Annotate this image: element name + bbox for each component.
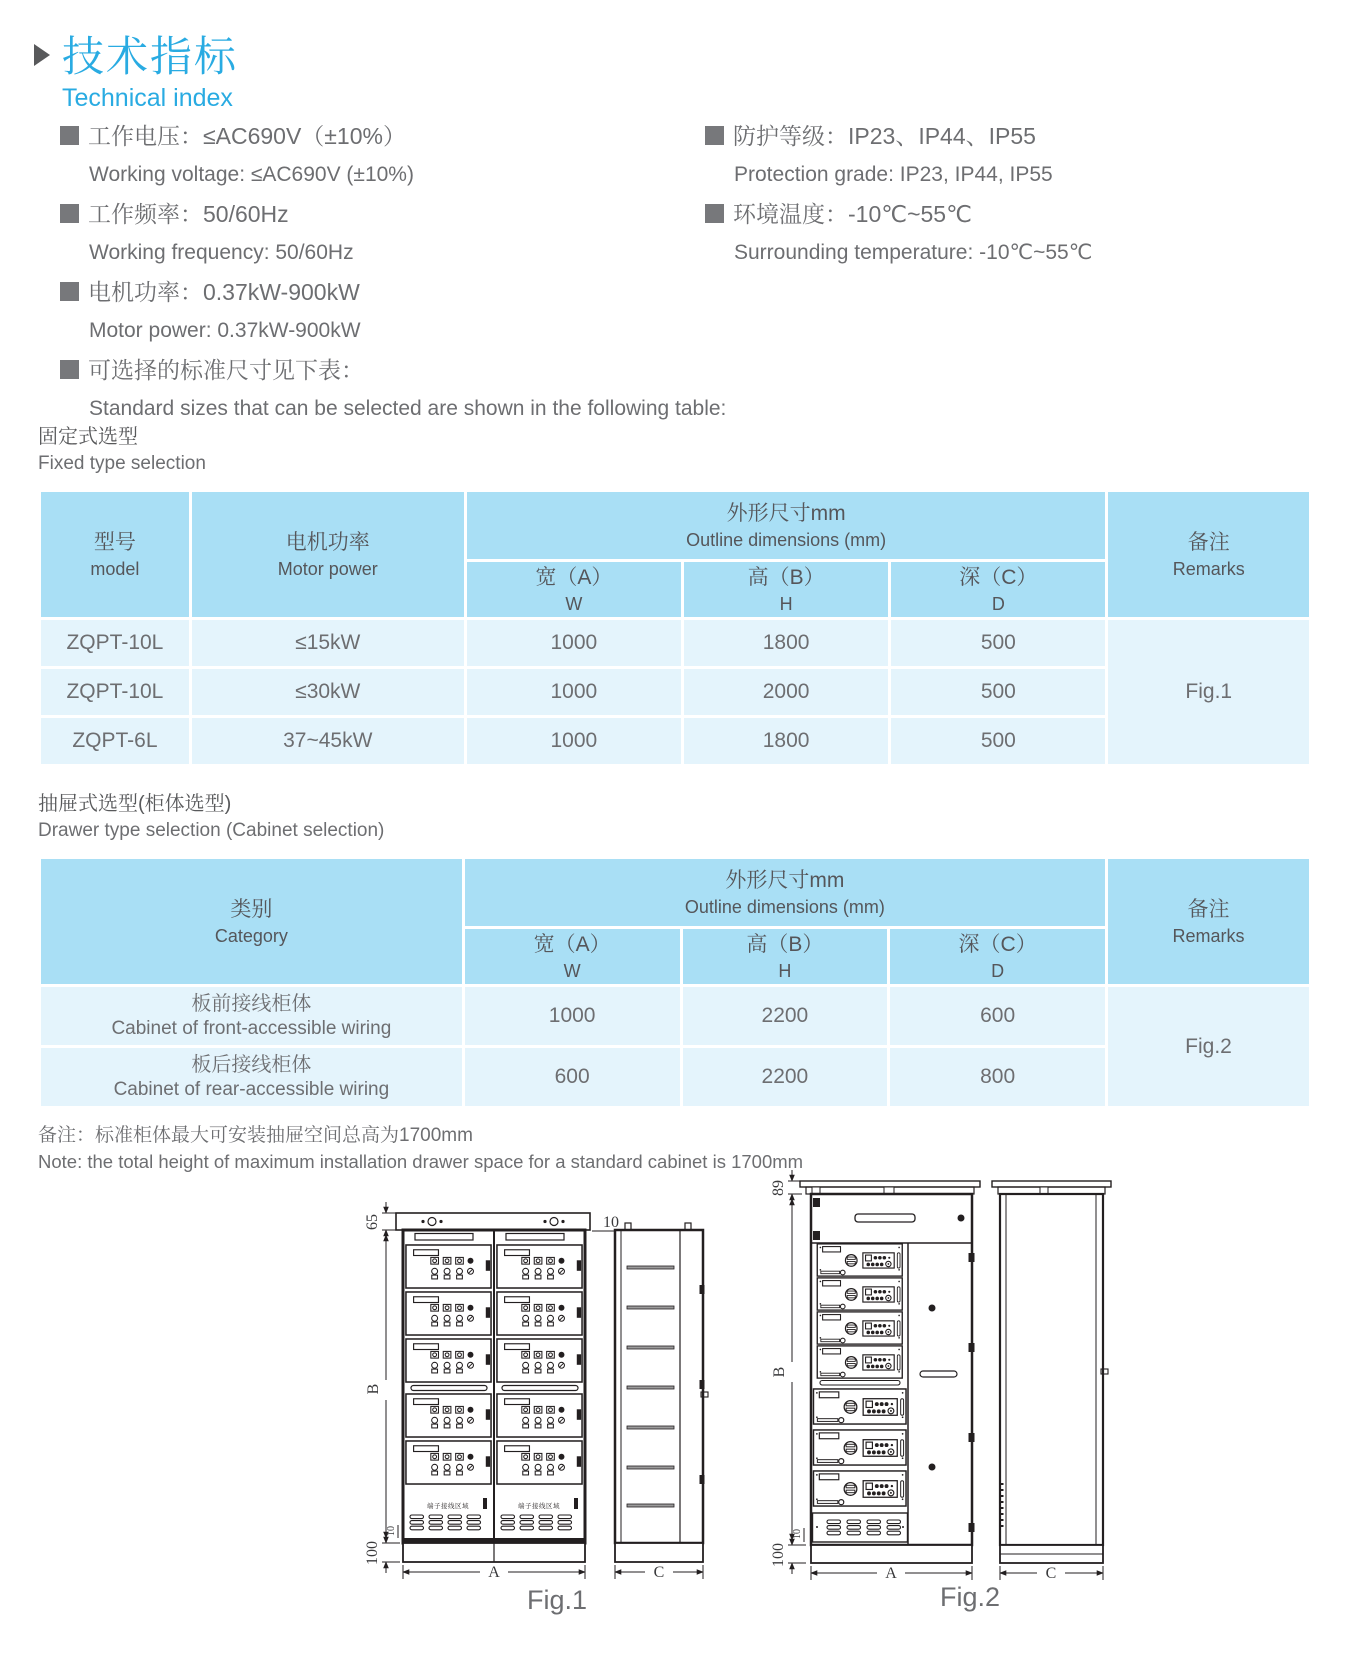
fig1-drawing <box>340 1140 710 1620</box>
cell-h: 1800 <box>684 620 888 666</box>
spec-en-text: Surrounding temperature: -10℃~55℃ <box>734 241 1093 264</box>
cell-w: 1000 <box>467 620 681 666</box>
cell-d: 500 <box>891 718 1105 764</box>
th-model: 型号 model <box>41 492 189 617</box>
spec-en-text: Protection grade: IP23, IP44, IP55 <box>734 163 1053 186</box>
cell-power: ≤15kW <box>192 620 464 666</box>
th-width: 宽（A） W <box>467 562 681 617</box>
spec-cn-text: 环境温度：-10℃~55℃ <box>733 201 972 227</box>
fig2-dim-height: B <box>771 1366 788 1378</box>
triangle-bullet-icon <box>34 44 50 66</box>
spec-protection-grade <box>705 122 1053 188</box>
spec-cn-text: 防护等级：IP23、IP44、IP55 <box>733 123 1036 149</box>
drawer-type-table <box>38 856 1312 1109</box>
bullet-square-icon <box>60 360 79 379</box>
fig1-dim-height: B <box>365 1383 382 1395</box>
th-depth: 深（C） D <box>890 929 1105 984</box>
bullet-square-icon <box>705 204 724 223</box>
fig2-dim-gap: 10 <box>792 1529 803 1539</box>
spec-cn-text: 工作频率：50/60Hz <box>88 201 289 227</box>
table1-caption-en: Fixed type selection <box>38 453 206 474</box>
th-height: 高（B） H <box>684 562 888 617</box>
cell-power: ≤30kW <box>192 669 464 715</box>
bullet-square-icon <box>60 204 79 223</box>
spec-cn-text: 可选择的标准尺寸见下表： <box>88 357 364 383</box>
fig1-dim-width: A <box>488 1564 500 1581</box>
table-row <box>41 620 1309 666</box>
fig2-dim-width: A <box>885 1565 897 1582</box>
spec-cn-text: 工作电压：≤AC690V（±10%） <box>88 123 406 149</box>
spec-motor-power <box>60 278 361 344</box>
cell-category: 板后接线柜体 Cabinet of rear-accessible wiring <box>41 1048 462 1106</box>
bullet-square-icon <box>60 282 79 301</box>
table2-caption-cn: 抽屉式选型(柜体选型) <box>38 793 232 815</box>
fig1-side-view <box>615 1223 708 1562</box>
fig2-front-view <box>800 1181 980 1563</box>
cell-w: 1000 <box>465 987 680 1045</box>
bullet-square-icon <box>60 126 79 145</box>
fig1-terminal-label: 端子接线区域 <box>427 1503 469 1510</box>
th-depth: 深（C） D <box>891 562 1105 617</box>
th-motor-power: 电机功率 Motor power <box>192 492 464 617</box>
page-subtitle: Technical index <box>62 84 233 112</box>
footnote-cn: 备注：标准柜体最大可安装抽屉空间总高为1700mm <box>38 1125 473 1146</box>
fig2-dim-base: 100 <box>770 1543 787 1567</box>
table1-caption-cn: 固定式选型 <box>38 426 138 448</box>
fig1-dim-top-right: 10 <box>603 1214 619 1231</box>
cell-remark: Fig.1 <box>1108 620 1309 764</box>
spec-en-text: Working frequency: 50/60Hz <box>89 241 354 264</box>
spec-working-frequency <box>60 200 354 266</box>
spec-en-text: Working voltage: ≤AC690V (±10%) <box>89 163 414 186</box>
spec-en-text: Motor power: 0.37kW-900kW <box>89 319 361 342</box>
fig2-svg <box>740 1140 1140 1620</box>
th-remarks: 备注 Remarks <box>1108 859 1309 984</box>
cell-remark: Fig.2 <box>1108 987 1309 1106</box>
fig1-terminal-label: 端子接线区域 <box>518 1503 560 1510</box>
th-category: 类别 Category <box>41 859 462 984</box>
th-remarks: 备注 Remarks <box>1108 492 1309 617</box>
fig1-dim-depth: C <box>653 1564 665 1581</box>
page-title: 技术指标 <box>62 33 239 80</box>
cell-category: 板前接线柜体 Cabinet of front-accessible wiring <box>41 987 462 1045</box>
page-title-row <box>34 34 238 80</box>
fig2-dim-depth: C <box>1045 1565 1057 1582</box>
th-width: 宽（A） W <box>465 929 680 984</box>
fig1-dim-base: 100 <box>364 1541 381 1565</box>
cell-h: 2200 <box>683 1048 888 1106</box>
cell-w: 1000 <box>467 669 681 715</box>
spec-working-voltage <box>60 122 414 188</box>
cell-d: 600 <box>890 987 1105 1045</box>
spec-sizes-intro <box>60 356 726 422</box>
fig2-caption: Fig.2 <box>939 1582 1001 1612</box>
cell-h: 2000 <box>684 669 888 715</box>
tables-section <box>38 424 1312 1174</box>
cell-d: 800 <box>890 1048 1105 1106</box>
cell-w: 1000 <box>467 718 681 764</box>
fig2-dim-cap: 89 <box>770 1180 787 1196</box>
footnote-en: Note: the total height of maximum installation drawer space for a standard cabinet is 1700mm <box>38 1151 804 1172</box>
th-outline-dimensions: 外形尺寸mm Outline dimensions (mm) <box>465 859 1105 926</box>
table-row <box>41 987 1309 1045</box>
spec-ambient-temp <box>705 200 1092 266</box>
spec-cn-text: 电机功率：0.37kW-900kW <box>88 279 360 305</box>
th-height: 高（B） H <box>683 929 888 984</box>
fixed-type-table <box>38 489 1312 767</box>
bullet-square-icon <box>705 126 724 145</box>
fig1-caption: Fig.1 <box>526 1585 588 1615</box>
table2-caption-en: Drawer type selection (Cabinet selection) <box>38 820 385 841</box>
fig2-drawing <box>740 1140 1140 1620</box>
cell-model: ZQPT-10L <box>41 669 189 715</box>
fig1-svg <box>340 1140 710 1620</box>
cell-d: 500 <box>891 620 1105 666</box>
cell-w: 600 <box>465 1048 680 1106</box>
cell-d: 500 <box>891 669 1105 715</box>
spec-en-text: Standard sizes that can be selected are shown in the following table: <box>89 397 727 420</box>
cell-h: 2200 <box>683 987 888 1045</box>
cell-power: 37~45kW <box>192 718 464 764</box>
cell-h: 1800 <box>684 718 888 764</box>
cell-model: ZQPT-10L <box>41 620 189 666</box>
cell-model: ZQPT-6L <box>41 718 189 764</box>
fig1-front-view <box>396 1213 590 1562</box>
fig1-dim-cap: 65 <box>364 1214 381 1230</box>
th-outline-dimensions: 外形尺寸mm Outline dimensions (mm) <box>467 492 1106 559</box>
fig2-side-view <box>992 1181 1111 1563</box>
fig1-dim-gap: 10 <box>386 1526 397 1536</box>
